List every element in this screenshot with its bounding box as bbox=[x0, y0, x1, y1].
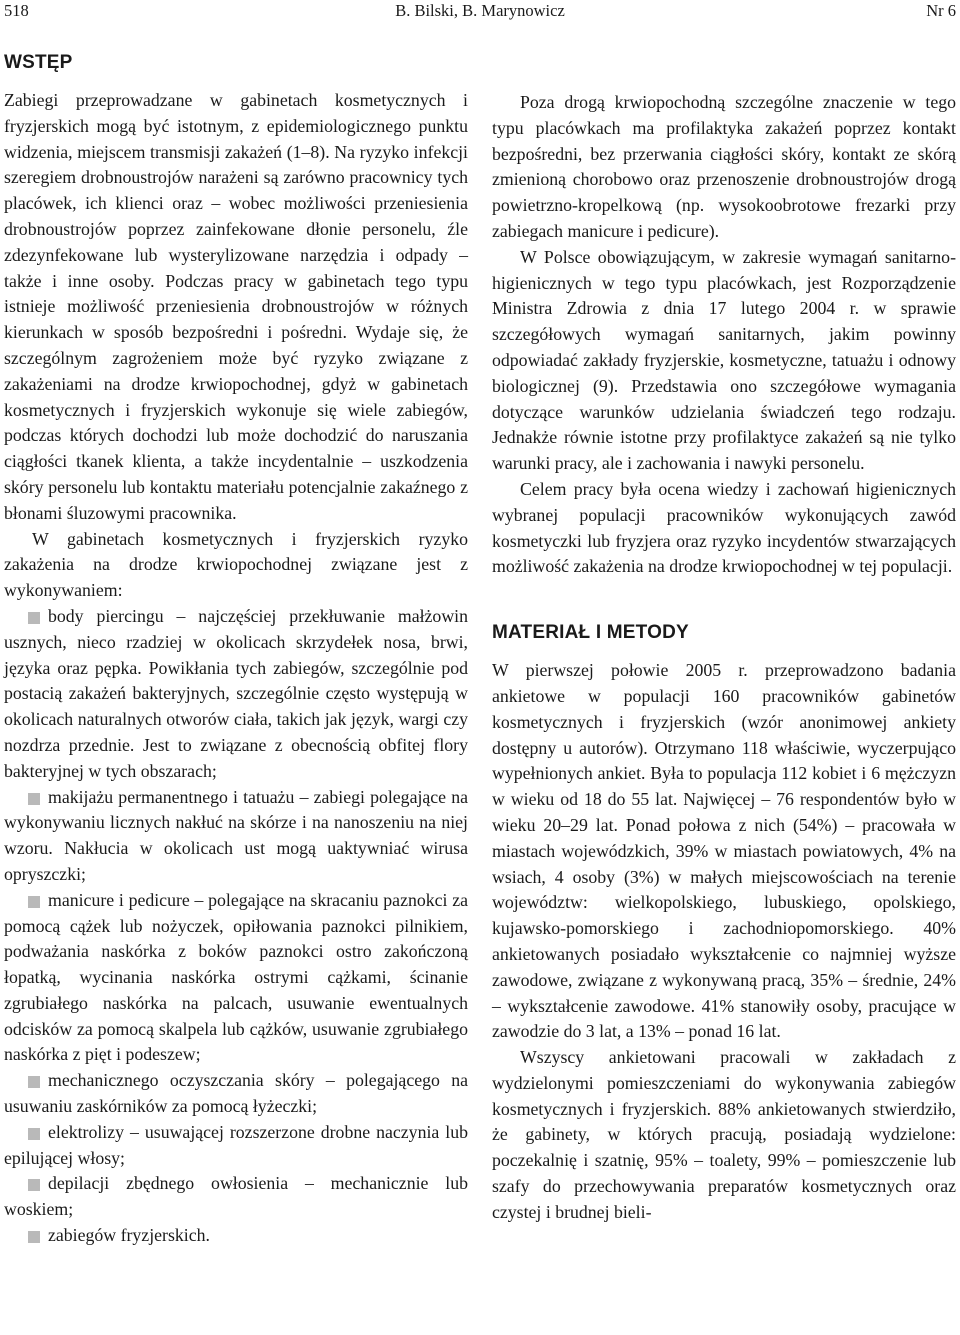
square-bullet-icon bbox=[28, 612, 40, 624]
section-heading-methods: MATERIAŁ I METODY bbox=[492, 622, 689, 644]
square-bullet-icon bbox=[28, 1128, 40, 1140]
introduction-paragraph-3: Poza drogą krwiopochodną szczególne znaczenie w tego typu placówkach ma profilaktyka zakażeń poprzez kontakt bezpośredni, bez przerwania ciągłości skóry, kontakt ze skórą zmienioną chorobowo oraz przenoszenie drobnoustrojów drogą powietrzno-kropelkową (np. wysokoobrotowe frezarki przy zabiegach manicure i pedicure). bbox=[492, 92, 956, 241]
aim-paragraph: Celem pracy była ocena wiedzy i zachowań higienicznych wybranej populacji pracowników wykonujących zawód kosmetyczki lub fryzjera oraz ryzyko incydentów stwarzających możliwość zakażenia na drodze krwiopochodnej w tej populacji. bbox=[492, 478, 956, 577]
list-item: mechanicznego oczyszczania skóry – polegającego na usuwaniu zaskórników za pomocą łyżeczki; bbox=[4, 1070, 468, 1117]
list-item: elektrolizy – usuwającej rozszerzone drobne naczynia lub epilującej włosy; bbox=[4, 1121, 468, 1168]
square-bullet-icon bbox=[28, 1231, 40, 1243]
section-heading-introduction: WSTĘP bbox=[4, 52, 73, 73]
issue-number: Nr 6 bbox=[926, 1, 956, 20]
left-column bbox=[4, 50, 468, 1249]
list-item: makijażu permanentnego i tatuażu – zabiegi polegające na wykonywaniu licznych nakłuć na skórze i na nanoszeniu na niej wzoru. Nakłucia w okolicach ust mogą uaktywniać wirusa opryszczki; bbox=[4, 786, 468, 884]
list-item: body piercingu – najczęściej przekłuwanie małżowin usznych, nieco rzadziej w okolicach skrzydełek nosa, brwi, języka oraz pępka. Powikłania tych zabiegów, szczególnie pod postacią zakażeń bakteryjnych, szczególnie często występują w okolicach naturalnych otworów ciała, takich jak język, wargi czy nozdrza przednie. Jest to związane z obecnością obfitej flory bakteryjnej w tych obszarach; bbox=[4, 605, 468, 781]
list-item: manicure i pedicure – polegające na skracaniu paznokci za pomocą cążek lub nożyczek, opiłowania paznokci pilnikiem, podważania naskórka z boków paznokci ostro zakończoną łopatką, wycinania naskórka ostrymi cążkami, ścinanie zgrubiałego naskórka na palcach, usuwanie ewentualnych odcisków za pomocą skalpela lub cążków, usuwanie zgrubiałego naskórka z pięt i podeszew; bbox=[4, 889, 468, 1065]
list-item: zabiegów fryzjerskich. bbox=[4, 1223, 468, 1249]
square-bullet-icon bbox=[28, 1076, 40, 1088]
page-number: 518 bbox=[4, 1, 29, 20]
procedure-list bbox=[4, 604, 468, 1249]
list-item: depilacji zbędnego owłosienia – mechanicznie lub woskiem; bbox=[4, 1173, 468, 1220]
square-bullet-icon bbox=[28, 1179, 40, 1191]
square-bullet-icon bbox=[28, 896, 40, 908]
introduction-paragraph-4: W Polsce obowiązującym, w zakresie wymagań sanitarno-higienicznych w tego typu placówkach, jest Rozporządzenie Ministra Zdrowia z dnia 17 lutego 2004 r. w sprawie szczegółowych wymagań sanitarnych, jakim powinny odpowiadać zakłady fryzjerskie, kosmetyczne, tatuażu i odnowy biologicznej (9). Przedstawia ono szczegółowe wymagania dotyczące warunków udzielania świadczeń tego rodzaju. Jednakże równie istotne przy profilaktyce zakażeń są nie tylko warunki pracy, ale i zachowania i nawyki personelu. bbox=[492, 246, 956, 474]
running-authors: B. Bilski, B. Marynowicz bbox=[395, 1, 565, 20]
square-bullet-icon bbox=[28, 793, 40, 805]
methods-paragraph-1: W pierwszej połowie 2005 r. przeprowadzono badania ankietowe w populacji 160 pracowników gabinetów kosmetycznych i fryzjerskich (wzór anonimowej ankiety dostępny u autorów). Otrzymano 118 właściwie, wyczerpująco wypełnionych ankiet. Była to populacja 112 kobiet i 6 mężczyzn w wieku od 18 do 55 lat. Najwięcej – 76 respondentów było w wieku 20–29 lat. Ponad połowa z nich (54%) – pracowała w miastach wojewódzkich, 39% w miastach powiatowych, 4% na wsiach, 4 osoby (3%) w małych miejscowościach na terenie województw: wielkopolskiego, lubuskiego, opolskiego, kujawsko-pomorskiego i zachodniopomorskiego. 40% ankietowanych posiadało wykształcenie co najmniej wyższe zawodowe, związane z wykonywaną pracą, 35% – średnie, 24% – wykształcenie zawodowe. 41% stanowiły osoby, pracujące w zawodzie do 3 lat, a 13% – ponad 16 lat. bbox=[492, 660, 956, 1042]
right-column bbox=[492, 90, 956, 1226]
methods-paragraph-2: Wszyscy ankietowani pracowali w zakładach z wydzielonymi pomieszczeniami do wykonywania zabiegów kosmetycznych i fryzjerskich. 88% ankietowanych stwierdziło, że gabinety, w których pracują, posiadają wydzielone: poczekalnię i szatnię, 95% – toalety, 99% – pomieszczenie lub szafy do przechowywania preparatów kosmetycznych oraz czystej i brudnej bieli- bbox=[492, 1047, 956, 1222]
introduction-paragraph-2: W gabinetach kosmetycznych i fryzjerskich ryzyko zakażenia na drodze krwiopochodnej związane jest z wykonywaniem: bbox=[4, 528, 468, 601]
introduction-paragraph-1: Zabiegi przeprowadzane w gabinetach kosmetycznych i fryzjerskich mogą być istotnym, z epidemiologicznego punktu widzenia, miejscem transmisji zakażeń (1–8). Na ryzyko infekcji szeregiem drobnoustrojów narażeni są zarówno pracownicy tych placówek, ich klienci oraz – wobec możliwości przeniesienia drobnoustrojów poprzez zainfekowane dłonie personelu, źle zdezynfekowane lub wysterylizowane narzędzia i odpady – także i inne osoby. Podczas pracy w gabinetach tego typu istnieje możliwość przeniesienia drobnoustrojów w różnych kierunkach w sposób bezpośredni i pośredni. Wydaje się, że szczególnym zagrożeniem może być ryzyko związane z zakażeniami na drodze krwiopochodnej, gdyż w gabinetach kosmetycznych i fryzjerskich wykonuje się wiele zabiegów, podczas których dochodzi lub może dochodzić do naruszania ciągłości tkanek klienta, a także incydentalnie – uszkodzenia skóry personelu lub kontaktu materiału potencjalnie zakaźnego z błonami śluzowymi pracownika. bbox=[4, 90, 468, 523]
running-header bbox=[4, 0, 956, 22]
